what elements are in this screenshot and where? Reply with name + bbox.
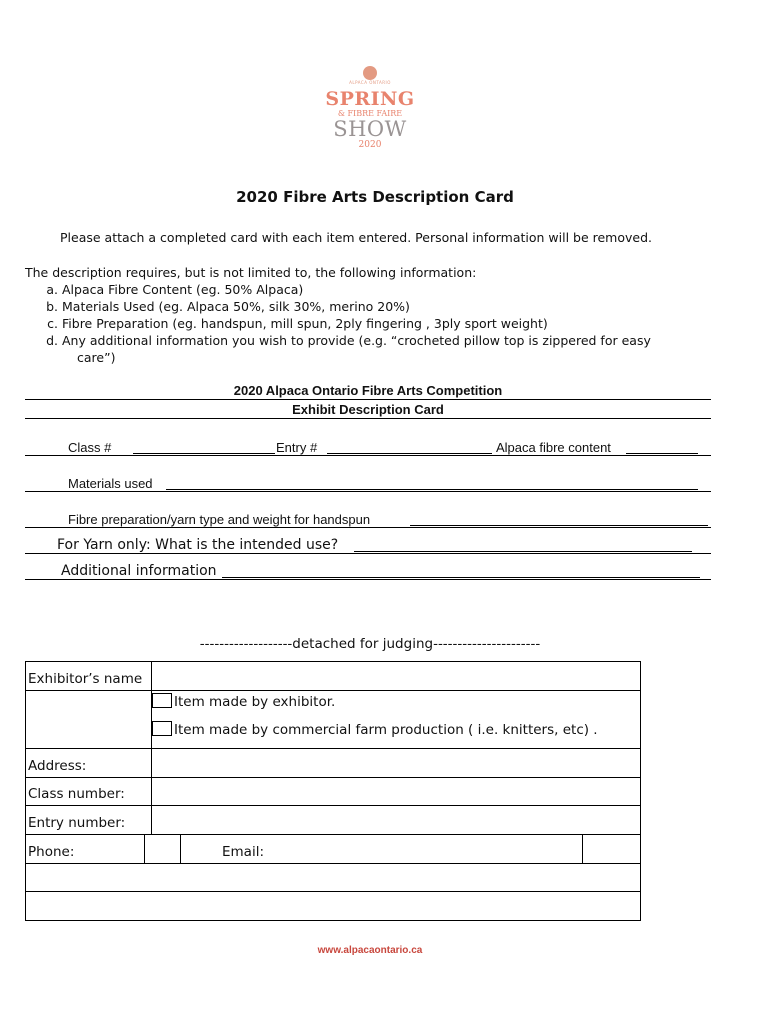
table-divider: [151, 662, 152, 834]
requirement-item: b. Materials Used (eg. Alpaca 50%, silk 30%, merino 20%): [62, 298, 651, 315]
phone-label: Phone:: [28, 844, 75, 860]
yarn-use-row: [25, 534, 711, 554]
page-title: 2020 Fibre Arts Description Card: [236, 188, 514, 206]
yarn-use-label: For Yarn only: What is the intended use?: [57, 537, 339, 553]
class-field[interactable]: [133, 453, 275, 454]
judging-table: [25, 661, 641, 921]
requirement-d-line1: Any additional information you wish to provide (e.g. “crocheted pillow top is zippered for easy: [62, 333, 651, 348]
entry-number-label: Entry number:: [28, 815, 126, 831]
row-line: [25, 553, 711, 554]
option-commercial[interactable]: [152, 721, 598, 738]
additional-info-row: [25, 560, 711, 580]
address-label: Address:: [28, 758, 87, 774]
table-rule: [26, 863, 640, 864]
option-exhibitor-made[interactable]: [152, 693, 335, 710]
requirement-item: [62, 332, 651, 366]
table-rule: [26, 891, 640, 892]
checkbox[interactable]: [152, 693, 172, 708]
additional-info-field[interactable]: [222, 577, 700, 578]
materials-row: [25, 473, 711, 492]
checkbox[interactable]: [152, 721, 172, 736]
show-logo: [320, 62, 420, 162]
table-rule: [26, 777, 640, 778]
footer-url[interactable]: www.alpacaontario.ca: [317, 945, 423, 956]
materials-field[interactable]: [166, 489, 698, 490]
logo-fibre-faire: & FIBRE FAIRE: [337, 109, 403, 118]
alpaca-logo-icon: [363, 66, 377, 80]
yarn-use-field[interactable]: [354, 551, 692, 552]
logo-year: 2020: [358, 140, 382, 150]
requirement-item: c. Fibre Preparation (eg. handspun, mill spun, 2ply fingering , 3ply sport weight): [62, 315, 651, 332]
competition-title: 2020 Alpaca Ontario Fibre Arts Competition: [233, 383, 503, 398]
table-rule: [26, 834, 640, 835]
fibre-prep-row: [25, 509, 711, 528]
alpaca-content-field[interactable]: [626, 453, 698, 454]
row-line: [25, 491, 711, 492]
option-exhibitor-label: Item made by exhibitor.: [174, 694, 336, 710]
table-divider: [582, 834, 583, 863]
row-line: [25, 527, 711, 528]
logo-spring: SPRING: [325, 88, 415, 110]
table-divider: [144, 834, 145, 863]
requirements-lead: The description requires, but is not limited to, the following information:: [25, 265, 477, 280]
table-rule: [26, 805, 640, 806]
logo-org: ALPACA ONTARIO: [349, 80, 391, 85]
option-commercial-label: Item made by commercial farm production ( i.e. knitters, etc) .: [174, 722, 598, 738]
class-entry-row: [25, 437, 711, 456]
logo-show: SHOW: [333, 117, 407, 141]
entry-field[interactable]: [327, 453, 492, 454]
alpaca-content-label: Alpaca fibre content: [496, 440, 611, 455]
table-rule: [26, 748, 640, 749]
divider: [25, 399, 711, 400]
entry-label: Entry #: [276, 440, 318, 455]
competition-subtitle: Exhibit Description Card: [292, 402, 444, 417]
requirements-list: [25, 281, 651, 366]
materials-label: Materials used: [68, 476, 153, 491]
row-line: [25, 579, 711, 580]
class-number-label: Class number:: [28, 786, 125, 802]
fibre-prep-field[interactable]: [410, 525, 708, 526]
exhibitor-name-label: Exhibitor’s name: [28, 671, 143, 687]
divider: [25, 418, 711, 419]
detached-divider: -------------------detached for judging----------------------: [199, 636, 541, 652]
fibre-prep-label: Fibre preparation/yarn type and weight for handspun: [68, 512, 371, 527]
table-rule: [26, 690, 640, 691]
requirement-item: a. Alpaca Fibre Content (eg. 50% Alpaca): [62, 281, 651, 298]
intro-text: Please attach a completed card with each item entered. Personal information will be removed.: [60, 230, 652, 245]
table-divider: [180, 834, 181, 863]
additional-info-label: Additional information: [61, 563, 217, 579]
requirements-section: [25, 264, 651, 366]
requirement-d-line2: care”): [77, 350, 116, 365]
row-line: [25, 455, 711, 456]
email-label: Email:: [222, 844, 265, 860]
class-label: Class #: [68, 440, 112, 455]
